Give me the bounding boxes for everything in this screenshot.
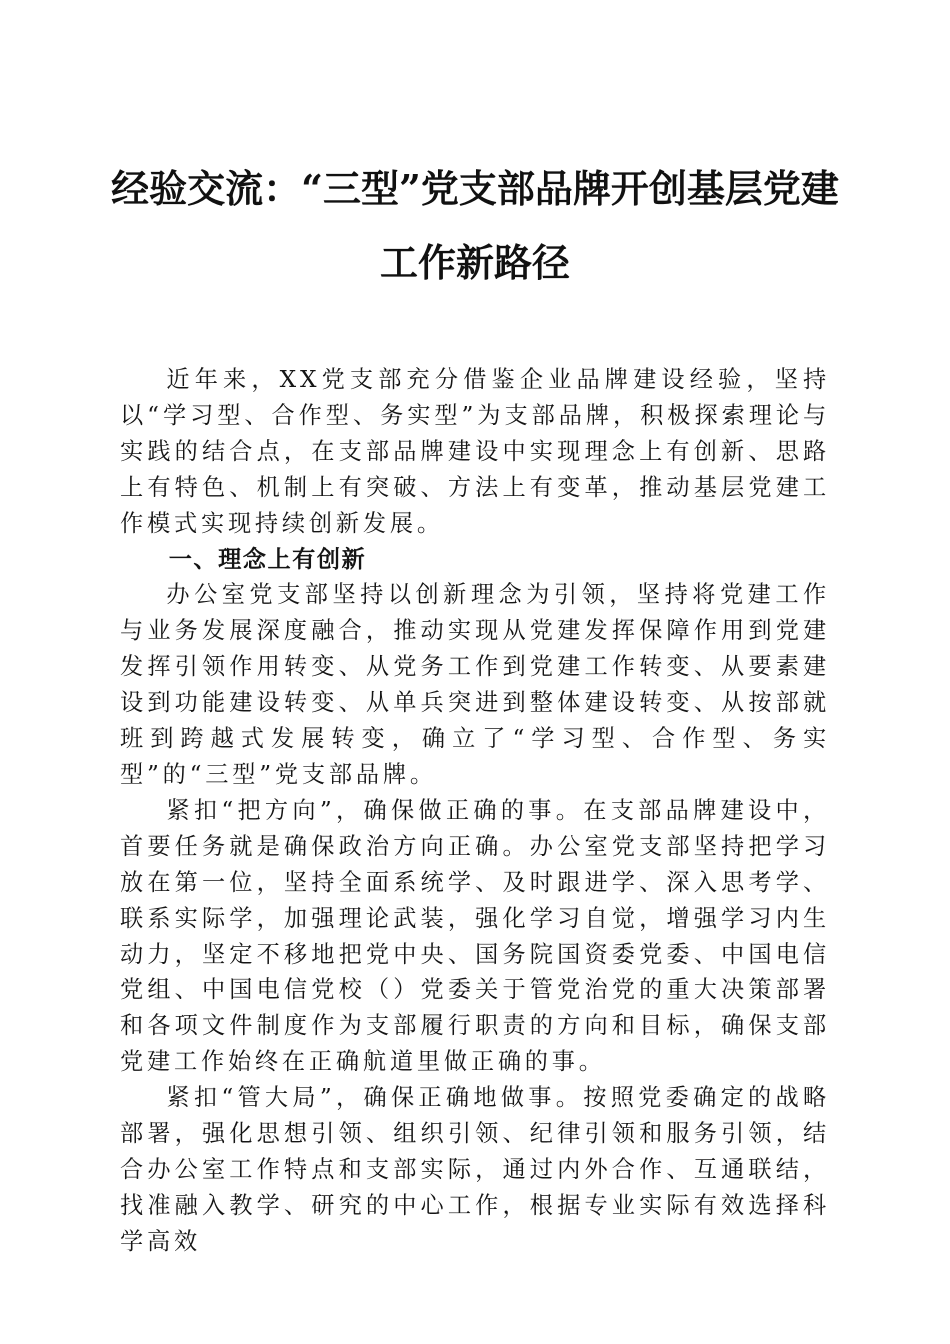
intro-paragraph: 近年来，XX党支部充分借鉴企业品牌建设经验，坚持以“学习型、合作型、务实型”为支部品牌，积极探索理论与实践的结合点，在支部品牌建设中实现理念上有创新、思路上有特色、机制上有突破、方法上有变革，推动基层党建工作模式实现持续创新发展。: [120, 366, 830, 537]
body-paragraph: 紧扣“管大局”，确保正确地做事。按照党委确定的战略部署，强化思想引领、组织引领、纪律引领和服务引领，结合办公室工作特点和支部实际，通过内外合作、互通联结，找准融入教学、研究的中心工作，根据专业实际有效选择科学高效: [120, 1084, 830, 1255]
body-paragraph: 紧扣“把方向”，确保做正确的事。在支部品牌建设中，首要任务就是确保政治方向正确。办公室党支部坚持把学习放在第一位，坚持全面系统学、及时跟进学、深入思考学、联系实际学，加强理论武装，强化学习自觉，增强学习内生动力，坚定不移地把党中央、国务院国资委党委、中国电信党组、中国电信党校（）党委关于管党治党的重大决策部署和各项文件制度作为支部履行职责的方向和目标，确保支部党建工作始终在正确航道里做正确的事。: [120, 796, 830, 1076]
body-paragraph: 办公室党支部坚持以创新理念为引领，坚持将党建工作与业务发展深度融合，推动实现从党建发挥保障作用到党建发挥引领作用转变、从党务工作到党建工作转变、从要素建设到功能建设转变、从单兵突进到整体建设转变、从按部就班到跨越式发展转变，确立了“学习型、合作型、务实型”的“三型”党支部品牌。: [120, 581, 830, 788]
section-heading: 一、理念上有创新: [168, 545, 367, 573]
document-title-line-1: 经验交流：“三型”党支部品牌开创基层党建: [111, 166, 839, 211]
document-body: [120, 362, 830, 1260]
document-title-line-2: 工作新路径: [379, 240, 570, 285]
